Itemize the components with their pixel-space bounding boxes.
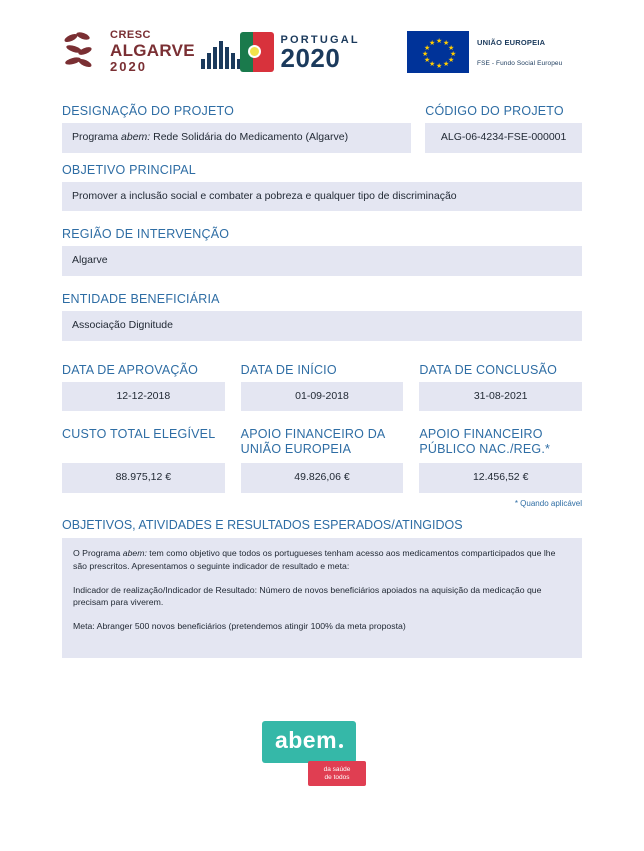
designacao-value-emphasis: abem:	[121, 131, 151, 143]
field-custo-total	[62, 427, 225, 493]
amounts-row	[62, 427, 582, 493]
abem-tagline	[308, 761, 366, 786]
field-data-aprovacao	[62, 363, 225, 412]
abem-tag-line2: de todos	[324, 774, 350, 782]
cresc-algarve-wordmark	[110, 30, 195, 73]
field-apoio-ue	[241, 427, 404, 493]
cresc-line1: CRESC	[110, 29, 152, 42]
footnote-quando-aplicavel: * Quando aplicável	[514, 498, 582, 508]
cresc-algarve-mark-icon	[62, 31, 104, 73]
cresc-bars-icon	[201, 35, 241, 69]
field-regiao	[62, 227, 582, 276]
field-data-inicio	[241, 363, 404, 412]
eu-line2: FSE - Fundo Social Europeu	[477, 59, 563, 67]
data-inicio-label: DATA DE INÍCIO	[240, 362, 337, 377]
entidade-label: ENTIDADE BENEFICIÁRIA	[62, 291, 220, 306]
cresc-line3: 2020	[110, 58, 147, 74]
field-entidade	[62, 292, 582, 341]
codigo-value: ALG-06-4234-FSE-000001	[425, 123, 582, 153]
portugal-wordmark	[281, 34, 360, 71]
logo-bar	[62, 0, 582, 86]
apoio-publico-label: APOIO FINANCEIRO PÚBLICO NAC./REG.*	[419, 427, 551, 457]
entidade-value: Associação Dignitude	[62, 311, 582, 341]
objetivo-principal-label: OBJETIVO PRINCIPAL	[62, 162, 196, 177]
objetivos-paragraph-2: Indicador de realização/Indicador de Resultado: Número de novos beneficiários apoiados na aquisição da medicação que precisam para viverem.	[73, 584, 542, 608]
portugal-2020-logo	[240, 32, 390, 72]
objetivos-p1-pre: O Programa	[73, 548, 123, 559]
european-union-flag-icon: ★ ★ ★ ★ ★ ★ ★ ★ ★ ★ ★ ★	[407, 31, 469, 73]
field-data-conclusao	[419, 363, 582, 412]
codigo-label: CÓDIGO DO PROJETO	[425, 104, 564, 118]
designacao-label: DESIGNAÇÃO DO PROJETO	[62, 104, 235, 118]
abem-label: abem	[274, 727, 338, 753]
data-conclusao-value: 31-08-2021	[419, 382, 582, 412]
custo-total-label: CUSTO TOTAL ELEGÍVEL	[62, 427, 216, 442]
regiao-label: REGIÃO DE INTERVENÇÃO	[62, 227, 230, 242]
field-objetivos	[62, 518, 582, 659]
abem-tag-line1: da saúde	[323, 766, 351, 773]
portugal-flag-icon	[240, 32, 274, 72]
european-union-logo	[407, 31, 582, 73]
objetivos-paragraph-1	[73, 547, 571, 572]
designacao-value-pre: Programa	[72, 131, 122, 143]
european-union-caption	[477, 38, 562, 67]
footer-logo-area	[0, 721, 644, 791]
portugal-line1: PORTUGAL	[280, 33, 360, 46]
objetivos-value	[62, 538, 582, 658]
data-aprovacao-label: DATA DE APROVAÇÃO	[62, 362, 199, 377]
abem-logo	[262, 721, 382, 791]
field-objetivo-principal	[62, 163, 582, 212]
cresc-line2: ALGARVE	[110, 41, 195, 61]
designacao-value-post: Rede Solidária do Medicamento (Algarve)	[150, 131, 349, 143]
apoio-publico-value: 12.456,52 €	[419, 463, 582, 493]
field-designacao	[62, 104, 411, 153]
designacao-codigo-row	[62, 104, 582, 153]
objetivos-p1-post: tem como objetivo que todos os portugueses tenham acesso aos medicamentos comparticipados que lhe são prescritos. Apresentamos o seguinte indicador de resultado e meta:	[73, 548, 556, 572]
objetivos-label: OBJETIVOS, ATIVIDADES E RESULTADOS ESPERADOS/ATINGIDOS	[62, 517, 463, 532]
regiao-value: Algarve	[62, 246, 582, 276]
portugal-line2: 2020	[280, 42, 341, 73]
data-conclusao-label: DATA DE CONCLUSÃO	[419, 362, 558, 377]
data-aprovacao-value: 12-12-2018	[62, 382, 225, 412]
objetivos-p1-emphasis: abem:	[122, 548, 147, 559]
designacao-value	[62, 123, 411, 153]
objetivos-paragraph-3: Meta: Abranger 500 novos beneficiários (pretendemos atingir 100% da meta proposta)	[73, 620, 406, 631]
abem-wordmark	[262, 721, 356, 763]
field-codigo	[425, 104, 582, 153]
data-inicio-value: 01-09-2018	[241, 382, 404, 412]
apoio-ue-value: 49.826,06 €	[241, 463, 404, 493]
eu-line1: UNIÃO EUROPEIA	[477, 37, 546, 47]
apoio-ue-label: APOIO FINANCEIRO DA UNIÃO EUROPEIA	[240, 427, 385, 457]
field-apoio-publico	[419, 427, 582, 493]
objetivo-principal-value: Promover a inclusão social e combater a pobreza e qualquer tipo de discriminação	[62, 182, 582, 212]
cresc-algarve-logo	[62, 30, 222, 73]
abem-dot-icon	[339, 744, 343, 748]
custo-total-value: 88.975,12 €	[62, 463, 225, 493]
dates-row	[62, 363, 582, 412]
